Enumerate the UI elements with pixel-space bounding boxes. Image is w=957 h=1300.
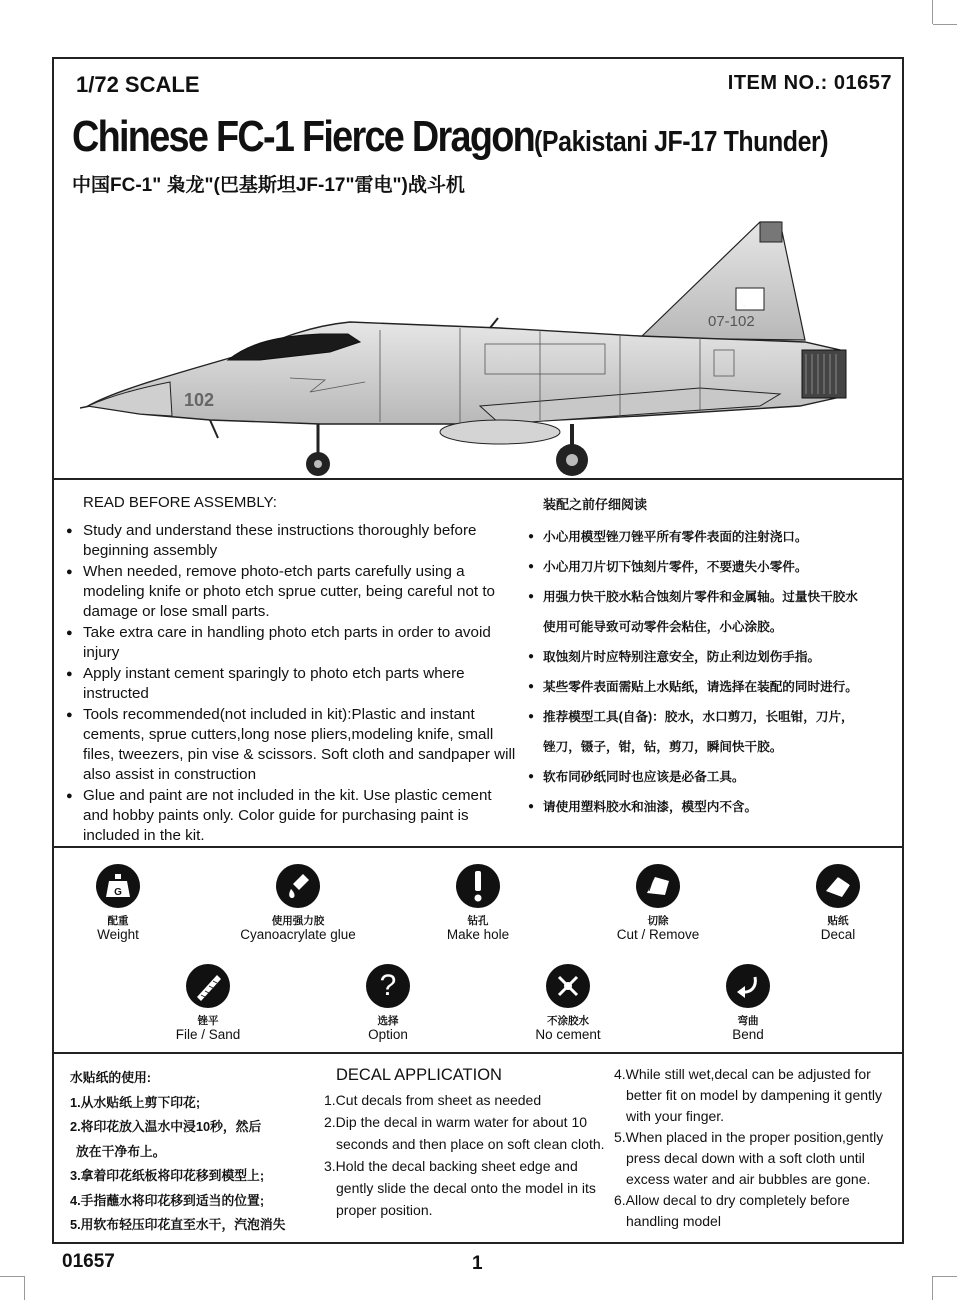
question-icon: ? (366, 964, 410, 1008)
page-number: 1 (472, 1253, 483, 1274)
decal-step: 3.Hold the decal backing sheet edge and (324, 1158, 578, 1174)
section-divider (52, 478, 904, 480)
file-icon (186, 964, 230, 1008)
list-item: ● 请使用塑料胶水和油漆，模型内不含。 (528, 792, 893, 822)
list-item: ● Apply instant cement sparingly to photo etch parts where instructed (66, 664, 521, 704)
decal-zh-heading: 水贴纸的使用: (70, 1070, 152, 1085)
decal-step-continued: excess water and air bubbles are gone. (626, 1171, 871, 1187)
knife-cut-icon (636, 864, 680, 908)
list-item: ● Tools recommended(not included in kit):Plastic and instant cements, sprue cutters,long nose pliers,modeling knife, small files, tweezers, pin vise & scissors. Soft cloth and sandpaper will also assist in construction (66, 705, 521, 785)
decal-zh-line: 1.从水贴纸上剪下印花; (70, 1094, 201, 1110)
decal-icon (816, 864, 860, 908)
decal-step-continued: with your finger. (626, 1108, 725, 1124)
list-item: ● 某些零件表面需贴上水贴纸，请选择在装配的同时进行。 (528, 672, 893, 702)
list-item: ● 小心用模型锉刀锉平所有零件表面的注射浇口。 (528, 522, 893, 552)
svg-text:G: G (114, 887, 122, 898)
decal-step-continued: gently slide the decal onto the model in its (336, 1180, 596, 1196)
drill-icon (456, 864, 500, 908)
tail-number: 07-102 (708, 313, 755, 330)
symbol-cut: 切除 Cut / Remove (583, 864, 733, 942)
read-before-heading: READ BEFORE ASSEMBLY: (83, 494, 277, 511)
section-divider (52, 1052, 904, 1054)
decal-steps-right (614, 1064, 899, 1232)
bend-arrow-icon (726, 964, 770, 1008)
list-item: ● Take extra care in handling photo etch parts in order to avoid injury (66, 623, 521, 663)
decal-step-continued: seconds and then place on soft clean cloth. (336, 1136, 605, 1152)
decal-step: 1.Cut decals from sheet as needed (324, 1092, 542, 1108)
list-item: ● Study and understand these instructions thoroughly before beginning assembly (66, 521, 521, 561)
crop-mark (0, 1276, 24, 1277)
list-item: ● 取蚀刻片时应特别注意安全，防止利边划伤手指。 (528, 642, 893, 672)
decal-step-continued: handling model (626, 1213, 721, 1229)
symbol-weight: G 配重 Weight (43, 864, 193, 942)
decal-zh-line: 3.拿着印花纸板将印花移到模型上; (70, 1168, 265, 1183)
nose-number: 102 (184, 390, 215, 410)
crop-mark (932, 0, 933, 24)
title-chinese: 中国FC-1" 枭龙"(巴基斯坦JF-17"雷电")战斗机 (72, 175, 465, 196)
symbol-glue: 使用强力胶 Cyanoacrylate glue (223, 864, 373, 942)
symbol-decal: 贴纸 Decal (763, 864, 913, 942)
title-sub: (Pakistani JF-17 Thunder) (534, 126, 829, 158)
decal-zh-line: 4.手指蘸水将印花移到适当的位置; (70, 1192, 265, 1208)
decal-zh-line: 2.将印花放入温水中浸10秒，然后 (70, 1119, 262, 1134)
title-main: Chinese FC-1 Fierce Dragon (72, 112, 535, 161)
decal-step-continued: press decal down with a soft cloth until (626, 1150, 865, 1166)
list-item: ● Glue and paint are not included in the kit. Use plastic cement and hobby paints only. Color guide for purchasing paint is included in the kit. (66, 786, 521, 846)
crop-mark (932, 1276, 933, 1300)
list-item: ● 用强力快干胶水粘合蚀刻片零件和金属轴。过量快干胶水 (528, 582, 893, 612)
decal-step: 4.While still wet,decal can be adjusted for (614, 1066, 871, 1082)
list-item: ● When needed, remove photo-etch parts carefully using a modeling knife or photo etch sprue cutter, being careful not to damage or lose small parts. (66, 562, 521, 622)
decal-instructions-zh (70, 1066, 285, 1238)
crop-mark (933, 24, 957, 25)
aircraft-illustration (80, 210, 860, 478)
glue-drop-icon (276, 864, 320, 908)
decal-step: 6.Allow decal to dry completely before (614, 1192, 850, 1208)
weight-icon (96, 864, 140, 908)
list-item: ● 小心用刀片切下蚀刻片零件，不要遗失小零件。 (528, 552, 893, 582)
read-before-list (66, 521, 521, 847)
decal-steps-left (324, 1089, 614, 1221)
symbol-bend: 弯曲 Bend (673, 964, 823, 1042)
read-before-list-zh (528, 522, 893, 822)
decal-zh-line: 5.用软布轻压印花直至水干，汽泡消失 (70, 1217, 286, 1232)
symbol-option: ? 选择 Option (313, 964, 463, 1042)
list-item: ● 软布同砂纸同时也应该是必备工具。 (528, 762, 893, 792)
crop-mark (24, 1276, 25, 1300)
scale-label: 1/72 SCALE (76, 72, 200, 97)
crop-mark (933, 1276, 957, 1277)
list-item-continued: 使用可能导致可动零件会粘住，小心涂胶。 (543, 620, 783, 634)
decal-application-heading: DECAL APPLICATION (336, 1066, 502, 1084)
list-item: ● 推荐模型工具(自备)：胶水，水口剪刀，长咀钳，刀片， (528, 702, 893, 732)
decal-step-continued: proper position. (336, 1202, 433, 1218)
decal-step: 5.When placed in the proper position,gently (614, 1129, 884, 1145)
decal-step-continued: better fit on model by dampening it gently (626, 1087, 883, 1103)
decal-zh-line: 放在干净布上。 (76, 1143, 166, 1159)
symbol-no-cement: 不涂胶水 No cement (493, 964, 643, 1042)
footer-item-number: 01657 (62, 1251, 115, 1272)
page-title (72, 112, 828, 162)
no-cement-icon (546, 964, 590, 1008)
list-item-continued: 锉刀，镊子，钳，钻，剪刀，瞬间快干胶。 (543, 740, 783, 754)
symbol-drill: 钻孔 Make hole (403, 864, 553, 942)
decal-step: 2.Dip the decal in warm water for about 10 (324, 1114, 588, 1130)
item-number: ITEM NO.: 01657 (727, 72, 892, 94)
symbol-file: 锉平 File / Sand (133, 964, 283, 1042)
read-before-heading-zh: 装配之前仔细阅读 (543, 497, 648, 512)
